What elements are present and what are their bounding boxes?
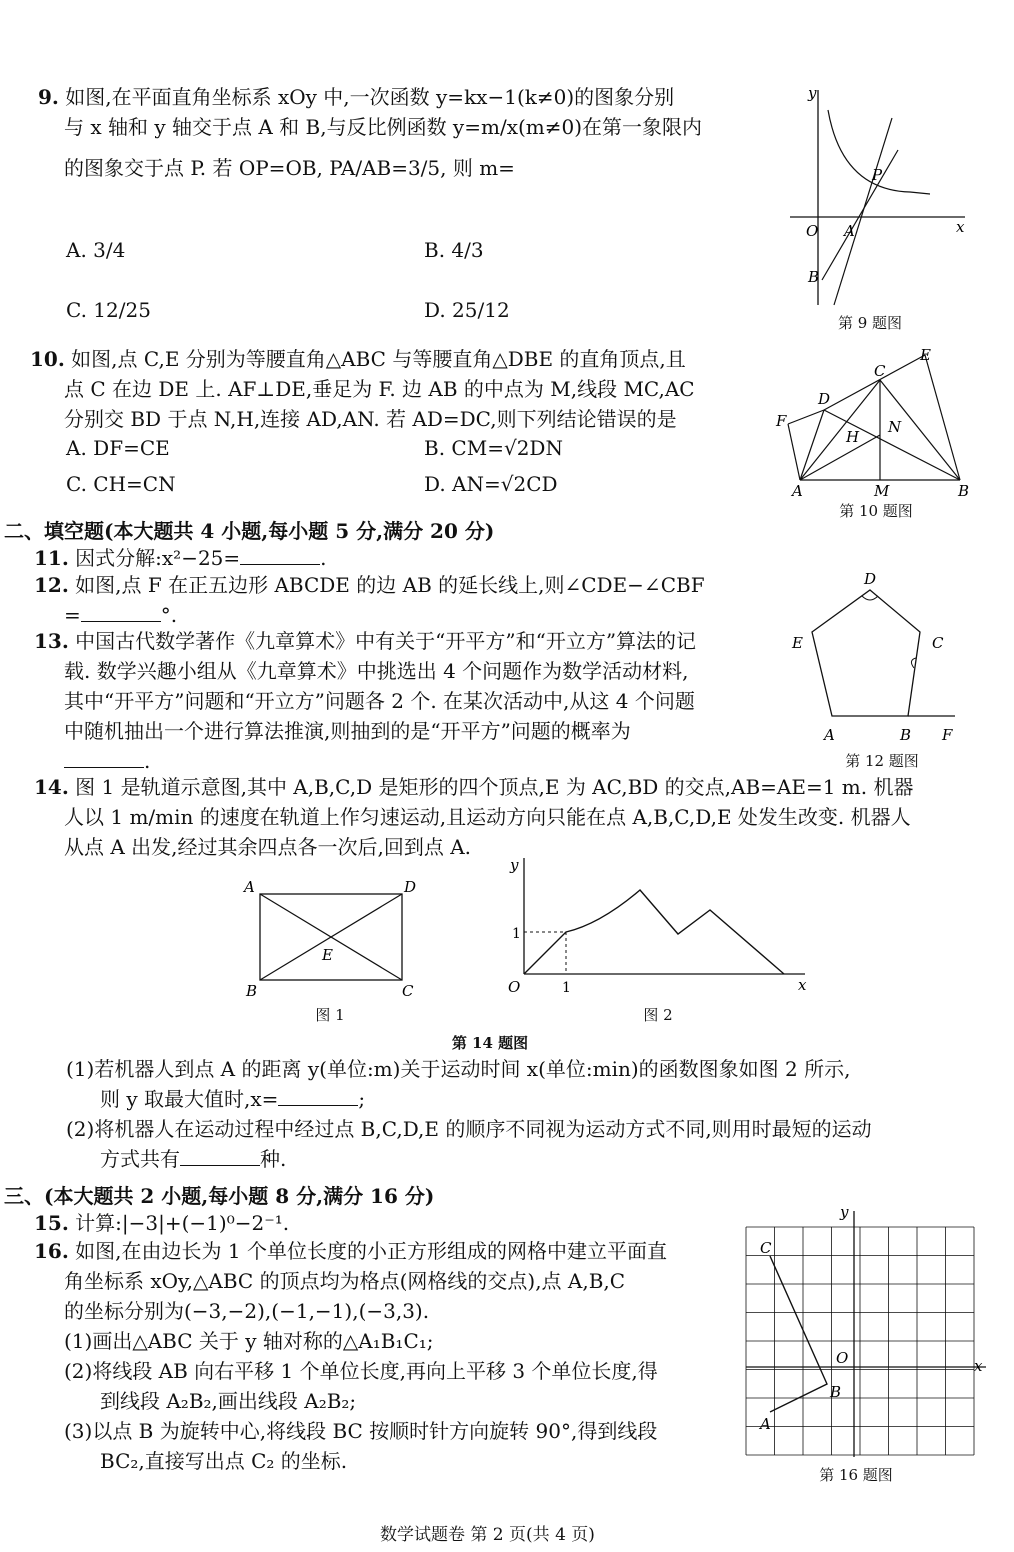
q9-figure [780,80,980,320]
section-2-heading: 二、填空题(本大题共 4 小题,每小题 5 分,满分 20 分) [4,519,495,543]
label-y: y [808,84,817,102]
svg-text:x: x [798,976,807,994]
q10-stem: 10. 如图,点 C,E 分别为等腰直角△ABC 与等腰直角△DBE 的直角顶点,且 点 C 在边 DE 上. AF⊥DE,垂足为 F. 边 AB 的中点为 M,线段 MC,AC 分别交 BD 于点 N,H,连接 AD,AN. 若 AD=DC,则下列结论错误的是 [30,347,695,431]
q14-subquestions: (1)若机器人到点 A 的距离 y(单位:m)关于运动时间 x(单位:min)的函数图象如图 2 所示, 则 y 取最大值时,x= ; (2)将机器人在运动过程中经过点 B,C,D,E 的顺序不同视为运动方式不同,则用时最短的运动 方式共有 种. [66,1057,872,1171]
q12-figure [780,568,980,748]
q10-option-c: C. CH=CN [66,472,176,496]
svg-text:E: E [322,946,333,964]
svg-text:y: y [510,856,519,874]
svg-text:A: A [760,1415,771,1433]
svg-text:E: E [792,634,803,652]
q14-figure-1 [240,870,430,1005]
svg-text:N: N [888,418,902,436]
svg-text:D: D [404,878,417,896]
q9-option-d: D. 25/12 [424,298,510,322]
label-p: P [872,166,883,184]
q10-option-a: A. DF=CE [66,436,170,460]
q9-caption: 第 9 题图 [837,314,903,332]
q10-option-d: D. AN=√2CD [424,472,558,496]
svg-text:A: A [244,878,255,896]
label-b: B [808,268,820,286]
svg-text:O: O [836,1349,849,1367]
q9-option-c: C. 12/25 [66,298,151,322]
svg-text:A: A [824,726,835,744]
q9-stem: 9. 如图,在平面直角坐标系 xOy 中,一次函数 y=kx−1(k≠0)的图象分别 与 x 轴和 y 轴交于点 A 和 B,与反比例函数 y=m/x(m≠0)在第一象限内 的图象交于点 P. 若 OP=OB, PA/AB=3/5, 则 m= [38,85,703,180]
q9-option-b: B. 4/3 [424,238,484,262]
q14-fig2-caption: 图 2 [643,1006,673,1024]
q16-caption: 第 16 题图 [819,1466,893,1484]
svg-text:B: B [958,482,970,500]
q16-stem: 16. 如图,在由边长为 1 个单位长度的小正方形组成的网格中建立平面直 角坐标系 xOy,△ABC 的顶点均为格点(网格线的交点),点 A,B,C 的坐标分别为(−3,−2),(−1,−1),(−3,3). (1)画出△ABC 关于 y 轴对称的△A₁B₁C₁; (2)将线段 AB 向右平移 1 个单位长度,再向上平移 3 个单位长度,得 到线段 A₂B₂,画出线段 A₂B₂; (3)以点 B 为旋转中心,将线段 BC 按顺时针方向旋转 90°,得到线段 BC₂,直接写出点 C₂ 的坐标. [34,1239,667,1473]
svg-text:M: M [874,482,890,500]
section-3-heading: 三、(本大题共 2 小题,每小题 8 分,满分 16 分) [4,1184,435,1208]
q12-caption: 第 12 题图 [845,752,919,770]
svg-text:D: D [818,390,831,408]
svg-text:C: C [402,982,414,1000]
svg-text:A: A [792,482,803,500]
svg-text:B: B [900,726,912,744]
page-footer: 数学试题卷 第 2 页(共 4 页) [380,1525,595,1545]
svg-text:B: B [830,1383,842,1401]
q11-stem: 11. 因式分解:x²−25= . [34,546,327,570]
q14-figure-2 [500,850,820,1000]
label-x: x [956,218,965,236]
svg-text:O: O [508,978,521,996]
q16-grid-figure [736,1205,996,1465]
svg-text:F: F [776,412,787,430]
svg-text:E: E [920,346,931,364]
q10-caption: 第 10 题图 [839,502,913,520]
svg-text:1: 1 [512,926,521,942]
svg-text:D: D [864,570,877,588]
svg-text:F: F [942,726,953,744]
triangle-abc [770,1256,827,1412]
q14-caption: 第 14 题图 [451,1034,529,1052]
q10-option-b: B. CM=√2DN [424,436,563,460]
svg-text:C: C [874,362,886,380]
label-o: O [806,222,819,240]
svg-text:x: x [974,1357,983,1375]
line-op [822,150,898,280]
label-a: A [844,222,855,240]
q14-stem: 14. 图 1 是轨道示意图,其中 A,B,C,D 是矩形的四个顶点,E 为 AC,BD 的交点,AB=AE=1 m. 机器 人以 1 m/min 的速度在轨道上作匀速运动,且运动方向只能在点 A,B,C,D,E 处发生改变. 机器人 从点 A 出发,经过其余四点各一次后,回到点 A. [34,775,914,859]
q9-option-a: A. 3/4 [66,238,126,262]
svg-text:H: H [846,428,860,446]
svg-text:1: 1 [562,980,571,996]
q15-stem: 15. 计算:|−3|+(−1)⁰−2⁻¹. [34,1211,290,1235]
line-kx-1 [834,118,892,305]
q10-figure [770,340,990,500]
svg-text:y: y [840,1205,849,1221]
q13-stem: 13. 中国古代数学著作《九章算术》中有关于“开平方”和“开立方”算法的记 载. 数学兴趣小组从《九章算术》中挑选出 4 个问题作为数学活动材料, 其中“开平方”问题和“开立方”问题各 2 个. 在某次活动中,从这 4 个问题 中随机抽出一个进行算法推演,则抽到的是“开平方”问题的概率为 . [34,629,697,773]
q14-fig1-caption: 图 1 [315,1006,345,1024]
q12-stem: 12. 如图,点 F 在正五边形 ABCDE 的边 AB 的延长线上,则∠CDE−∠CBF = °. [34,573,705,627]
svg-text:C: C [932,634,944,652]
svg-text:C: C [760,1239,772,1257]
svg-text:B: B [246,982,258,1000]
